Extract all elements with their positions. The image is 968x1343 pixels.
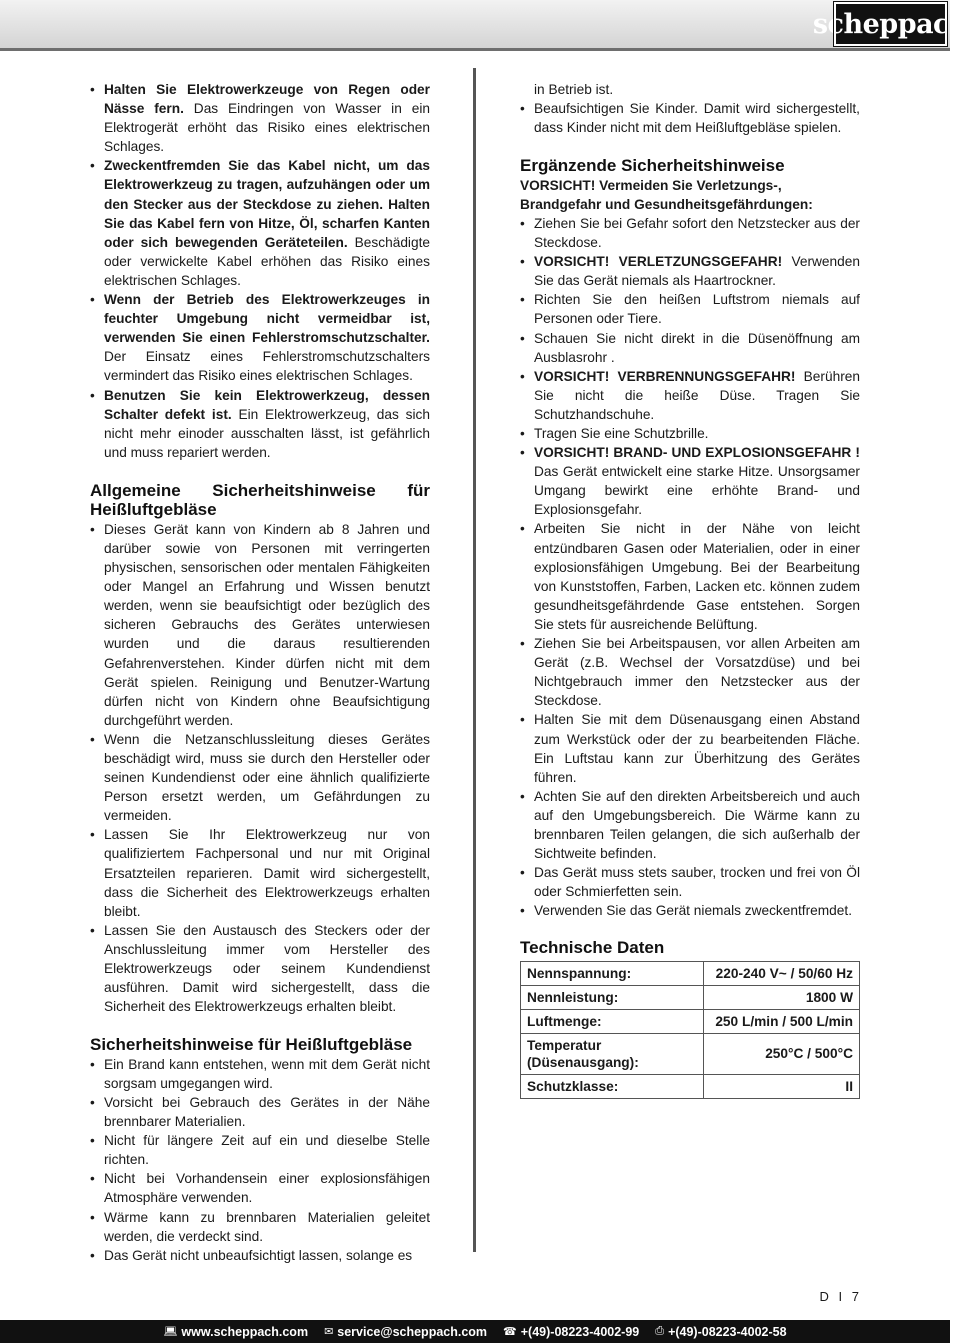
list-item-continued: in Betrieb ist. xyxy=(534,82,614,97)
bold-text: Zweckentfremden Sie das Kabel nicht, um das Elektrowerkzeug zu tragen, aufzuhängen oder um den Stecker aus der Steckdose zu ziehen. Halten Sie das Kabel fern von Hitze, Öl, scharfen Kanten oder sich bewegenden Geräteteilen. xyxy=(104,158,430,250)
left-column xyxy=(90,80,430,1265)
heading-word: Sicherheitshinweise xyxy=(212,480,376,500)
item-text: Der Einsatz eines Fehlerstromschutzschalters vermindert das Risiko eines elektrischen Schlages. xyxy=(104,349,430,384)
list-item xyxy=(520,424,860,443)
intro-list xyxy=(90,80,430,462)
list-item: • Dieses Gerät kann von Kindern ab 8 Jahren und darüber sowie von Personen mit verringerten physischen, sensorischen oder mentalen Fähigkeiten oder Mangel an Erfahrung und Wissen benutzt werden, wenn sie beaufsichtigt oder bezüglich des sicheren Gebrauchs des Gerätes unterwiesen wurden und die daraus resultierenden Gefahrenverstehen. Kinder dürfen nicht mit dem Gerät spielen. Reinigung und Benutzer-Wartung dürfen nicht von Kindern ohne Beaufsichtigung durchgeführt werden. xyxy=(90,520,430,730)
list-item xyxy=(520,329,860,367)
bold-text: VORSICHT! VERBRENNUNGSGEFAHR! xyxy=(534,368,796,384)
spec-label: Nennleistung: xyxy=(521,985,704,1009)
table-row xyxy=(521,1074,860,1098)
heading-word: für xyxy=(407,480,430,500)
phone-number: +(49)-08223-4002-99 xyxy=(520,1324,640,1339)
section-heading-techdata: Technische Daten xyxy=(520,938,665,958)
bold-text: VORSICHT! BRAND- UND EXPLOSIONSGEFAHR ! xyxy=(534,445,860,461)
spec-label: Luftmenge: xyxy=(521,1009,704,1033)
heatgun-safety-list xyxy=(90,1055,430,1265)
item-text: Das Gerät entwickelt eine starke Hitze. Unsorgsamer Umgang bewirkt eine erhöhte Brand- und Explosionsgefahr. xyxy=(534,464,860,518)
list-item: • Nicht für längere Zeit auf ein und dieselbe Stelle richten. xyxy=(90,1131,430,1169)
list-item: • Ein Brand kann entstehen, wenn mit dem Gerät nicht sorgsam umgegangen wird. xyxy=(90,1055,430,1093)
list-item xyxy=(520,710,860,786)
list-item xyxy=(90,80,430,156)
page-number: D I 7 xyxy=(819,1289,862,1304)
list-item xyxy=(90,290,430,385)
list-item xyxy=(520,214,860,252)
list-item xyxy=(520,443,860,519)
fax-number: +(49)-08223-4002-58 xyxy=(668,1324,787,1339)
additional-safety-list xyxy=(520,214,860,920)
footer-phone xyxy=(503,1325,639,1339)
list-item xyxy=(520,901,860,920)
list-item xyxy=(520,863,860,901)
item-text: Verwenden Sie das Gerät niemals als Haartrockner. xyxy=(534,254,860,289)
heading-word: Allgemeine xyxy=(90,480,181,500)
list-item: • Das Gerät nicht unbeaufsichtigt lassen, solange es xyxy=(90,1246,430,1265)
list-item xyxy=(520,519,860,634)
computer-icon: 💻︎ xyxy=(163,1326,178,1338)
section-heading-general xyxy=(90,481,430,520)
list-item xyxy=(90,386,430,462)
spec-label: Nennspannung: xyxy=(521,961,704,985)
item-text: Ziehen Sie bei Arbeitspausen, vor allen Arbeiten am Gerät (z.B. Wechsel der Vorsatzdüse) und bei Nichtgebrauch immer den Netzstecker aus der Steckdose. xyxy=(534,636,860,709)
spec-value: 1800 W xyxy=(704,985,860,1009)
table-row xyxy=(521,1033,860,1074)
warning-text: VORSICHT! Vermeiden Sie Verletzungs-, Brandgefahr und Gesundheitsgefährdungen: xyxy=(520,177,813,212)
list-item xyxy=(520,787,860,863)
item-text: Tragen Sie eine Schutzbrille. xyxy=(534,426,709,441)
list-item xyxy=(90,156,430,290)
spec-value: 250 L/min / 500 L/min xyxy=(704,1009,860,1033)
list-item xyxy=(520,634,860,710)
spec-value: II xyxy=(704,1074,860,1098)
item-text: Richten Sie den heißen Luftstrom niemals auf Personen oder Tiere. xyxy=(534,292,860,327)
item-text: Achten Sie auf den direkten Arbeitsbereich und auch auf den Umgebungsbereich. Die Wärme kann zu brennbaren Teilen gelangen, die sich außerhalb der Sichtweite befinden. xyxy=(534,788,860,862)
item-text: Das Eindringen von Wasser in ein Elektrogerät erhöht das Risiko eines elektrischen Schlages. xyxy=(104,101,430,155)
item-text: Das Gerät muss stets sauber, trocken und frei von Öl oder Schmierfetten sein. xyxy=(534,865,860,900)
list-item xyxy=(520,252,860,290)
bold-text: Halten Sie Elektrowerkzeuge von Regen oder Nässe fern. xyxy=(104,82,430,117)
item-text: Verwenden Sie das Gerät niemals zweckentfremdet. xyxy=(534,903,853,919)
footer-fax xyxy=(655,1325,786,1339)
phone-icon: ☎ xyxy=(503,1326,517,1338)
table-row xyxy=(521,961,860,985)
continued-list xyxy=(520,80,860,137)
spec-label: Schutzklasse: xyxy=(521,1074,704,1098)
item-text: Ein Elektrowerkzeug, das sich nicht mehr einoder ausschalten lässt, ist gefährlich und muss repariert werden. xyxy=(104,406,430,460)
section-heading-additional: Ergänzende Sicherheitshinweise xyxy=(520,156,785,176)
list-item: • Lassen Sie Ihr Elektrowerkzeug nur von qualifiziertem Fachpersonal und nur mit Original Ersatzteilen reparieren. Damit wird sichergestellt, dass die Sicherheit des Elektrowerkzeugs erhalten bleibt. xyxy=(90,825,430,920)
list-item: • Nicht bei Vorhandensein einer explosionsfähigen Atmosphäre verwenden. xyxy=(90,1169,430,1207)
footer-bar xyxy=(0,1320,950,1343)
fax-icon: ⎙ xyxy=(655,1325,665,1337)
email-icon: ✉ xyxy=(324,1326,334,1338)
item-text: Ziehen Sie bei Gefahr sofort den Netzstecker aus der Steckdose. xyxy=(534,215,860,251)
bold-text: Benutzen Sie kein Elektrowerkzeug, dessen Schalter defekt ist. xyxy=(104,387,430,422)
table-row xyxy=(521,1009,860,1033)
footer-email[interactable] xyxy=(324,1325,487,1339)
column-divider xyxy=(473,68,476,1252)
list-item xyxy=(520,367,860,424)
section-heading-heatgun: Sicherheitshinweise für Heißluftgebläse xyxy=(90,1035,413,1055)
list-item: • Beaufsichtigen Sie Kinder. Damit wird sichergestellt, dass Kinder nicht mit dem Heißluftgebläse spielen. xyxy=(520,99,860,137)
scheppach-logo: scheppach xyxy=(834,2,947,46)
footer-web[interactable] xyxy=(163,1325,308,1339)
right-column xyxy=(520,80,860,1099)
general-safety-list xyxy=(90,520,430,1016)
item-text: Berühren Sie nicht die heiße Düse. Tragen Sie Schutzhandschuhe. xyxy=(534,368,860,422)
list-item: • Wenn die Netzanschlussleitung dieses Gerätes beschädigt wird, muss sie durch den Hersteller oder seinen Kundendienst oder eine ähnlich qualifizierte Person ersetzt werden, um Gefährdungen zu vermeiden. xyxy=(90,730,430,825)
list-item: • Vorsicht bei Gebrauch des Gerätes in der Nähe brennbarer Materialien. xyxy=(90,1093,430,1131)
table-row xyxy=(521,985,860,1009)
bold-text: VORSICHT! VERLETZUNGSGEFAHR! xyxy=(534,254,783,270)
list-item xyxy=(520,290,860,328)
header-bar xyxy=(0,0,968,51)
item-text: Halten Sie mit dem Düsenausgang einen Abstand zum Werkstück oder der zu bearbeitenden Fläche. Ein Luftstau kann zur Überhitzung des Gerätes führen. xyxy=(534,712,860,785)
heading-line2: Heißluftgebläse xyxy=(90,500,217,520)
spec-value: 220-240 V~ / 50/60 Hz xyxy=(704,961,860,985)
email-link[interactable]: service@scheppach.com xyxy=(337,1324,488,1339)
item-text: Beschädigte oder verwickelte Kabel erhöhen das Risiko eines elektrischen Schlages. xyxy=(104,234,431,288)
item-text: Schauen Sie nicht direkt in die Düsenöffnung am Ausblasrohr . xyxy=(534,330,860,365)
spec-label: Temperatur (Düsenausgang): xyxy=(521,1033,704,1074)
bold-text: Wenn der Betrieb des Elektrowerkzeuges in feuchter Umgebung nicht vermeidbar ist, verwenden Sie einen Fehlerstromschutzschalter. xyxy=(104,292,430,346)
list-item: • Wärme kann zu brennbaren Materialien geleitet werden, die verdeckt sind. xyxy=(90,1208,430,1246)
web-link[interactable]: www.scheppach.com xyxy=(181,1324,309,1339)
item-text: Arbeiten Sie nicht in der Nähe von leicht entzündbaren Gasen oder Materialien, oder in einer explosionsfähigen Umgebung. Bei der Bearbeitung von Kunststoffen, Farben, Lacken etc. können zudem gesundheitsgefährdende Gase entstehen. Sorgen Sie stets für ausreichende Belüftung. xyxy=(534,521,860,632)
spec-value: 250°C / 500°C xyxy=(704,1033,860,1074)
list-item: • Lassen Sie den Austausch des Steckers oder der Anschlussleitung immer vom Hersteller des Elektrowerkzeugs oder seinem Kundendienst ausführen. Damit wird sichergestellt, dass die Sicherheit des Elektrowerkzeugs erhalten bleibt. xyxy=(90,921,430,1016)
tech-data-table xyxy=(520,961,860,1099)
